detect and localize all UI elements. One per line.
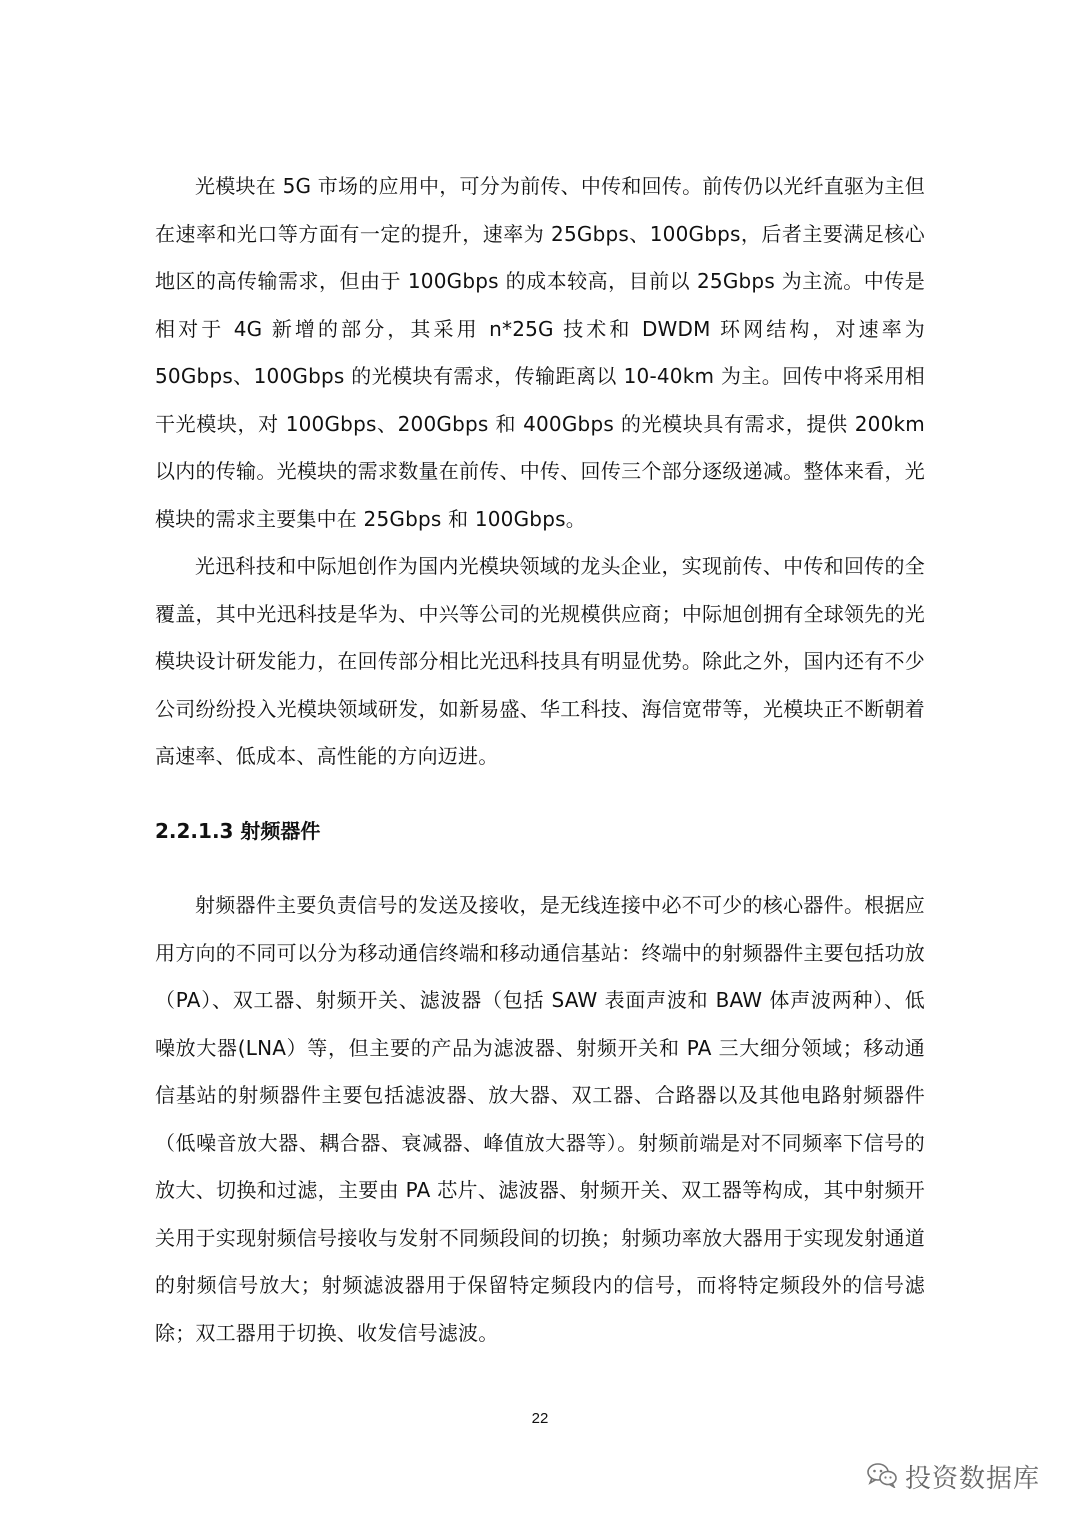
document-body [155,163,925,1357]
wechat-icon [867,1462,897,1492]
page-number: 22 [531,1410,549,1427]
paragraph-optical-module-5g: 光模块在 5G 市场的应用中，可分为前传、中传和回传。前传仍以光纤直驱为主但在速率和光口等方面有一定的提升，速率为 25Gbps、100Gbps，后者主要满足核心地区的高传输需求，但由于 100Gbps 的成本较高，目前以 25Gbps 为主流。中传是相对于 4G 新增的部分，其采用 n*25G 技术和 DWDM 环网结构，对速率为 50Gbps、100Gbps 的光模块有需求，传输距离以 10-40km 为主。回传中将采用相干光模块，对 100Gbps、200Gbps 和 400Gbps 的光模块具有需求，提供 200km 以内的传输。光模块的需求数量在前传、中传、回传三个部分逐级递减。整体来看，光模块的需求主要集中在 25Gbps 和 100Gbps。 [155,174,925,531]
section-heading-rf-devices: 2.2.1.3 射频器件 [155,818,321,843]
watermark [867,1458,1040,1495]
paragraph-rf-devices: 射频器件主要负责信号的发送及接收，是无线连接中必不可少的核心器件。根据应用方向的不同可以分为移动通信终端和移动通信基站：终端中的射频器件主要包括功放（PA）、双工器、射频开关、滤波器（包括 SAW 表面声波和 BAW 体声波两种）、低噪放大器(LNA）等，但主要的产品为滤波器、射频开关和 PA 三大细分领域；移动通信基站的射频器件主要包括滤波器、放大器、双工器、合路器以及其他电路射频器件（低噪音放大器、耦合器、衰减器、峰值放大器等）。射频前端是对不同频率下信号的放大、切换和过滤，主要由 PA 芯片、滤波器、射频开关、双工器等构成，其中射频开关用于实现射频信号接收与发射不同频段间的切换；射频功率放大器用于实现发射通道的射频信号放大；射频滤波器用于保留特定频段内的信号，而将特定频段外的信号滤除；双工器用于切换、收发信号滤波。 [155,893,925,1345]
paragraph-optical-module-vendors: 光迅科技和中际旭创作为国内光模块领域的龙头企业，实现前传、中传和回传的全覆盖，其中光迅科技是华为、中兴等公司的光规模供应商；中际旭创拥有全球领先的光模块设计研发能力，在回传部分相比光迅科技具有明显优势。除此之外，国内还有不少公司纷纷投入光模块领域研发，如新易盛、华工科技、海信宽带等，光模块正不断朝着高速率、低成本、高性能的方向迈进。 [155,554,925,768]
watermark-text: 投资数据库 [904,1464,1040,1494]
